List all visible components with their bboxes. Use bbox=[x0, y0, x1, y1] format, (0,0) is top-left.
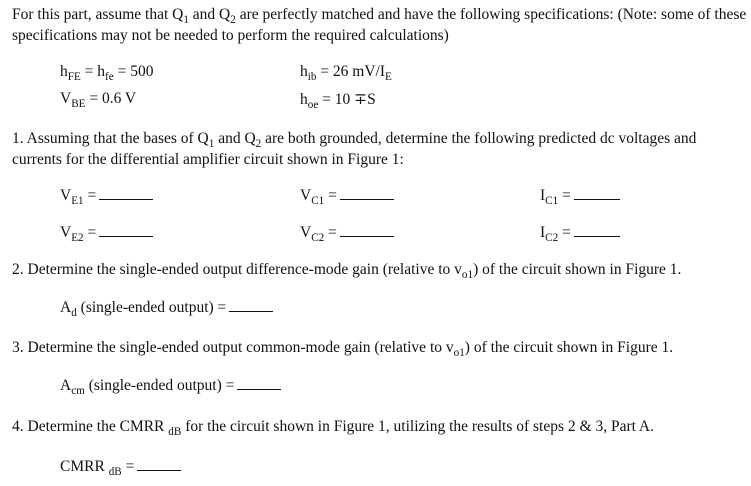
question-1-text bbox=[12, 128, 747, 170]
answer-blank-ve1[interactable] bbox=[99, 198, 153, 200]
answer-blank-vc1[interactable] bbox=[340, 198, 394, 200]
text-fragment: = bbox=[324, 224, 337, 241]
text-fragment: = bbox=[558, 187, 571, 204]
field-vc1 bbox=[300, 187, 394, 205]
text-fragment: V bbox=[300, 187, 312, 204]
answer-blank-ve2[interactable] bbox=[99, 235, 153, 237]
field-ve1 bbox=[60, 187, 153, 205]
text-fragment: h bbox=[300, 91, 308, 108]
text-fragment: are both grounded, determine the following predicted dc voltages and currents for the differential amplifier circuit shown in Figure 1: bbox=[12, 130, 697, 168]
spec-vbe bbox=[60, 90, 136, 108]
text-fragment: o1 bbox=[453, 346, 465, 359]
text-fragment: dB bbox=[108, 465, 122, 478]
text-fragment: o1 bbox=[461, 268, 474, 281]
question-3-text bbox=[12, 339, 673, 357]
text-fragment: BE bbox=[71, 97, 86, 110]
spec-hoe bbox=[300, 90, 376, 109]
text-fragment: and Q bbox=[214, 130, 256, 147]
text-fragment: C2 bbox=[311, 231, 325, 244]
intro-paragraph bbox=[12, 4, 747, 46]
text-fragment: (single-ended output) = bbox=[76, 299, 227, 316]
text-fragment: E2 bbox=[71, 231, 84, 244]
spec-hib bbox=[300, 63, 392, 81]
text-fragment: I bbox=[540, 187, 546, 204]
answer-blank-ad[interactable] bbox=[229, 310, 273, 312]
text-fragment: C2 bbox=[545, 231, 559, 244]
text-fragment: = h bbox=[80, 63, 106, 80]
text-fragment: C1 bbox=[545, 194, 559, 207]
text-fragment: = bbox=[558, 224, 571, 241]
text-fragment: = 10 ∓S bbox=[318, 91, 376, 108]
text-fragment: 4. Determine the CMRR bbox=[12, 418, 169, 435]
text-fragment: 2. Determine the single-ended output difference-mode gain (relative to v bbox=[12, 261, 462, 278]
answer-blank-ic1[interactable] bbox=[574, 198, 620, 200]
question-4-text bbox=[12, 418, 654, 436]
answer-blank-ic2[interactable] bbox=[574, 235, 620, 237]
text-fragment: d bbox=[71, 306, 77, 319]
text-fragment: V bbox=[60, 224, 72, 241]
text-fragment: 1 bbox=[183, 13, 189, 26]
text-fragment: for the circuit shown in Figure 1, utilizing the results of steps 2 & 3, Part A. bbox=[181, 418, 655, 435]
text-fragment: 1. Assuming that the bases of Q bbox=[12, 130, 209, 147]
text-fragment: ) of the circuit shown in Figure 1. bbox=[464, 339, 674, 356]
answer-blank-cmrr[interactable] bbox=[137, 469, 181, 471]
text-fragment: 2 bbox=[230, 13, 236, 26]
spec-hfe bbox=[60, 63, 153, 81]
text-fragment: = bbox=[324, 187, 337, 204]
text-fragment: oe bbox=[307, 98, 319, 111]
field-ve2 bbox=[60, 224, 153, 242]
text-fragment: 3. Determine the single-ended output common-mode gain (relative to v bbox=[12, 339, 454, 356]
text-fragment: (single-ended output) = bbox=[84, 377, 235, 394]
text-fragment: V bbox=[60, 187, 72, 204]
text-fragment: A bbox=[60, 299, 72, 316]
text-fragment: are perfectly matched and have the following specifications: (Note: some of these specifications may not be needed to perform the required calculations) bbox=[12, 6, 747, 44]
answer-acm bbox=[60, 377, 281, 395]
text-fragment: dB bbox=[168, 425, 182, 438]
text-fragment: CMRR bbox=[60, 458, 109, 475]
answer-cmrr bbox=[60, 458, 181, 476]
text-fragment: ib bbox=[307, 70, 317, 83]
text-fragment: FE bbox=[67, 70, 81, 83]
text-fragment: V bbox=[60, 90, 72, 107]
text-fragment: = bbox=[121, 458, 135, 475]
text-fragment: 1 bbox=[208, 137, 215, 150]
field-ic1 bbox=[540, 187, 620, 205]
text-fragment: h bbox=[60, 63, 68, 80]
text-fragment: = 500 bbox=[113, 63, 154, 80]
text-fragment: 2 bbox=[255, 137, 262, 150]
text-fragment: ) of the circuit shown in Figure 1. bbox=[473, 261, 682, 278]
field-vc2 bbox=[300, 224, 394, 242]
text-fragment: I bbox=[540, 224, 546, 241]
text-fragment: = bbox=[83, 187, 97, 204]
question-2-text bbox=[12, 261, 681, 279]
text-fragment: V bbox=[300, 224, 312, 241]
text-fragment: E bbox=[385, 70, 392, 83]
answer-ad bbox=[60, 299, 273, 317]
text-fragment: and Q bbox=[188, 6, 231, 23]
text-fragment: = bbox=[83, 224, 97, 241]
answer-blank-vc2[interactable] bbox=[340, 235, 394, 237]
field-ic2 bbox=[540, 224, 620, 242]
text-fragment: cm bbox=[71, 384, 85, 397]
text-fragment: = 26 mV/I bbox=[316, 63, 386, 80]
text-fragment: = 0.6 V bbox=[85, 90, 137, 107]
text-fragment: For this part, assume that Q bbox=[12, 6, 184, 23]
text-fragment: E1 bbox=[71, 194, 84, 207]
text-fragment: A bbox=[60, 377, 72, 394]
answer-blank-acm[interactable] bbox=[237, 388, 281, 390]
text-fragment: h bbox=[300, 63, 308, 80]
text-fragment: C1 bbox=[311, 194, 325, 207]
text-fragment: fe bbox=[105, 70, 114, 83]
